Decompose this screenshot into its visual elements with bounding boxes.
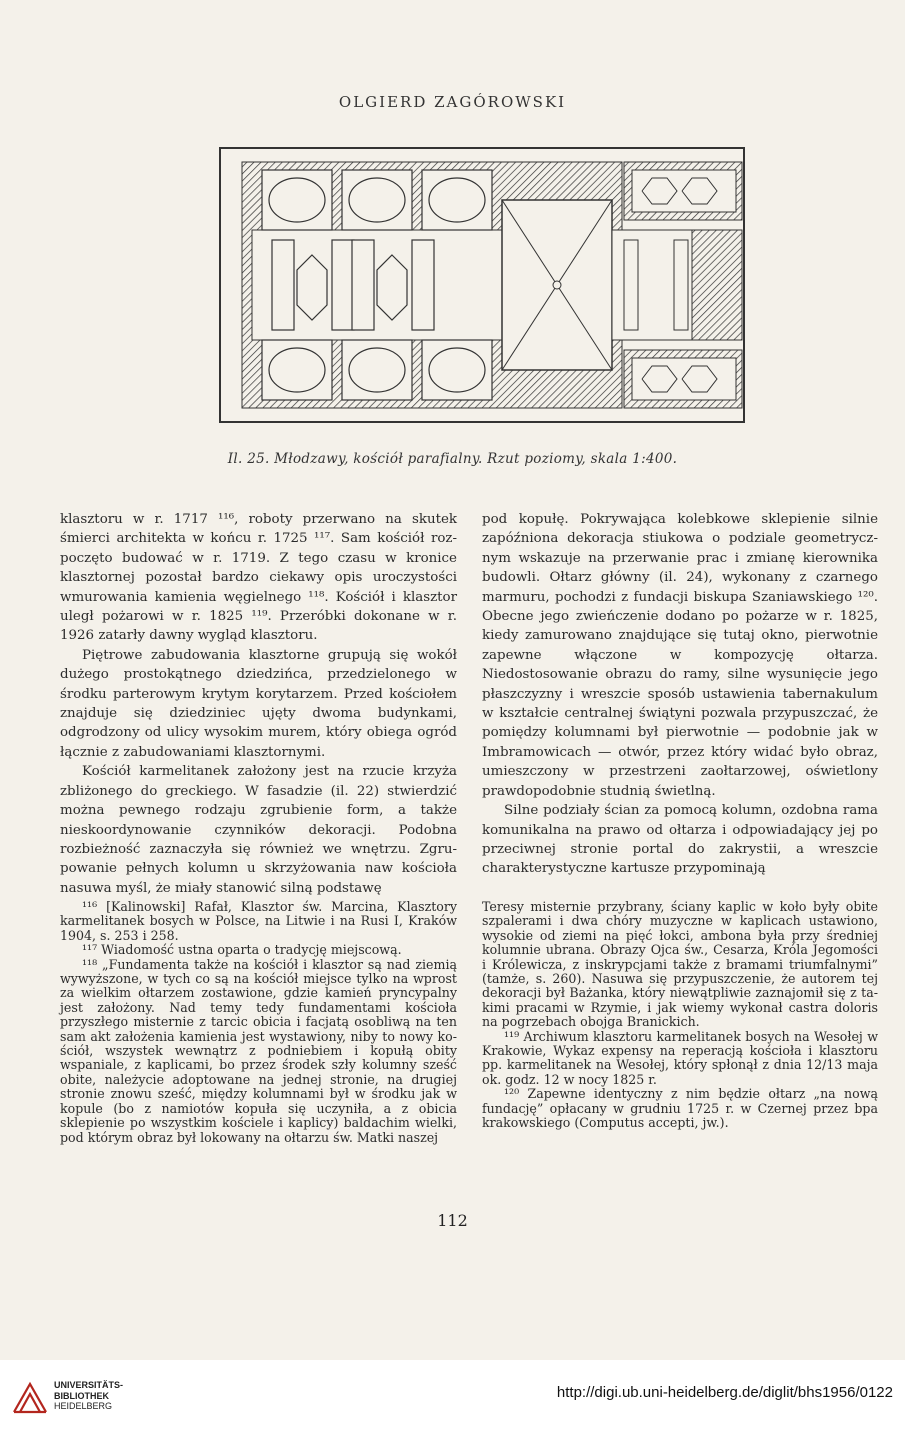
page-number: 112: [437, 1211, 468, 1230]
paragraph: Piętrowe zabudowania klasztorne grupują się wokół dużego prostokątnego dziedzińca, przedzielonego w środku parterowym krytym korytarzem. Przed kościołem znajduje się dziedziniec ujęty dwoma budynkami, odgrodzony od ulicy wysokim murem, który obiega ogród łącznie z zabudowaniami klasztornymi.: [60, 647, 457, 760]
paragraph: Silne podziały ścian za pomocą kolumn, ozdobna rama komunikalna na prawo od ołtarza i odpowiadający jej po przeciwnej stronie portal do zakrystii, a wreszcie charakterystyczne kartusze przypominają: [482, 803, 878, 877]
footnote: ¹¹⁷ Wiadomość ustna oparta o tradycję miejscową.: [82, 942, 402, 958]
footnote: ¹¹⁸ „Fundamenta także na kościół i klasztor są nad ziemią wywyższone, w tych co są na kościół miejsce tylko na wprost za wielkim ołtarzem zostawione, gdzie kamień pryncypalny jest założony. Nad temy tedy fundamentami kościoła przyszłego misternie z tarcic obicia i facjatą osobliwą na ten sam akt założenia kamienia jest wystawiony, niby to nowy kościół, wszystek wewnątrz z podniebiem i kopułą obity wspaniale, z kaplicami, bo przez środek szły kolumny sześć obite, należycie adoptowane na jednej stronie, na drugiej stronie znowu sześć, między kolumnami był w środku jak w kopule (bo z namiotów kopuła się uczyniła, a z obicia sklepienie po wszystkim kościele i kaplicy) baldachim wielki, pod którym obraz był lokowany na ołtarzu św. Matki naszej: [60, 956, 457, 1145]
source-url-link[interactable]: http://digi.ub.uni-heidelberg.de/diglit/bhs1956/0122: [556, 1384, 893, 1401]
library-footer: [0, 1360, 905, 1436]
university-library-logo-icon: [12, 1378, 48, 1414]
footnotes-left: [60, 900, 457, 1145]
paragraph: pod kopułę. Pokrywająca kolebkowe sklepienie silnie zapóźniona dekoracja stiukowa o podziale geometrycznym wskazuje na przerwanie prac i zmianę kierownika budowli. Ołtarz główny (il. 24), wykonany z czarnego marmuru, pochodzi z fundacji biskupa Szaniawskiego ¹²⁰. Obecne jego zwieńczenie dodano po pożarze w r. 1825, kiedy zamurowano znajdujące się tutaj okno, pierwotnie zapewne włączone w kompozycję ołtarza. Niedostosowanie obrazu do ramy, silne wysunięcie jego płaszczyzny i wreszcie sposób ustawienia tabernakulum w kształcie centralnej świątyni pozwala przypuszczać, że pomiędzy kolumnami był pierwotnie — podobnie jak w Imbramowicach — otwór, przez który widać było obraz, umieszczony w przestrzeni zaołtarzowej, oświetlony prawdopodobnie studnią świetlną.: [482, 512, 878, 799]
footnotes-right: [482, 900, 878, 1131]
paragraph: klasztoru w r. 1717 ¹¹⁶, roboty przerwano na skutek śmierci architekta w końcu r. 1725 ¹¹⁷. Sam kościół rozpoczęto budować w r. 1719. Z tego czasu w kronice klasztornej pozostał bardzo ciekawy opis uroczystości wmurowania kamienia węgielnego ¹¹⁸. Kościół i klasztor uległ pożarowi w r. 1825 ¹¹⁹. Przeróbki dokonane w r. 1926 zatarły dawny wygląd klasztoru.: [60, 512, 457, 644]
floor-plan-figure: [212, 140, 752, 430]
running-header: OLGIERD ZAGÓROWSKI: [338, 93, 567, 111]
footnote: Teresy misternie przybrany, ściany kaplic w koło były obite szpalerami i dwa chóry muzyczne w kaplicach ustawiono, wysokie od ziemi na pięć łokci, ambona była przy średniej kolumnie ubrana. Obrazy Ojca św., Cesarza, Króla Jegomości i Królewicza, z inskrypcjami także z bramami triumfalnymi” (tamże, s. 260). Nasuwa się przypuszczenie, że autorem tej dekoracji był Bażanka, który niewątpliwie zaznajomił się z takimi pracami w Rzymie, i jak wiemy wykonał castra doloris na pogrzebach obojga Branickich.: [482, 899, 878, 1030]
footnote: ¹²⁰ Zapewne identyczny z nim będzie ołtarz „na nową fundację” opłacany w grudniu 1725 r. w Czernej przez bpa krakowskiego (Computus accepti, jw.).: [482, 1086, 878, 1131]
figure-caption: Il. 25. Młodzawy, kościół parafialny. Rzut poziomy, skala 1:400.: [227, 451, 678, 467]
body-column-right: [482, 510, 878, 879]
footnote: ¹¹⁶ [Kalinowski] Rafał, Klasztor św. Marcina, Klasztory karmelitanek bosych w Polsce, na Litwie i na Rusi I, Kraków 1904, s. 253 i 258.: [60, 899, 457, 943]
body-column-left: [60, 510, 457, 898]
library-name: UNIVERSITÄTS- BIBLIOTHEK HEIDELBERG: [54, 1380, 124, 1411]
footnote: ¹¹⁹ Archiwum klasztoru karmelitanek bosych na Wesołej w Krakowie, Wykaz expensy na reperacją kościoła i klasztoru pp. karmelitanek na Wesołej, który spłonął z dnia 12/13 maja ok. godz. 12 w nocy 1825 r.: [482, 1028, 878, 1087]
paragraph: Kościół karmelitanek założony jest na rzucie krzyża zbliżonego do greckiego. W fasadzie (il. 22) stwierdzić można pewnego rodzaju zgrubienie form, a także nieskoordynowanie czynników dekoracji. Podobna rozbieżność zaznaczyła się również we wnętrzu. Zgrupowanie pełnych kolumn u skrzyżowania naw kościoła nasuwa myśl, że miały stanowić silną podstawę: [60, 764, 457, 896]
